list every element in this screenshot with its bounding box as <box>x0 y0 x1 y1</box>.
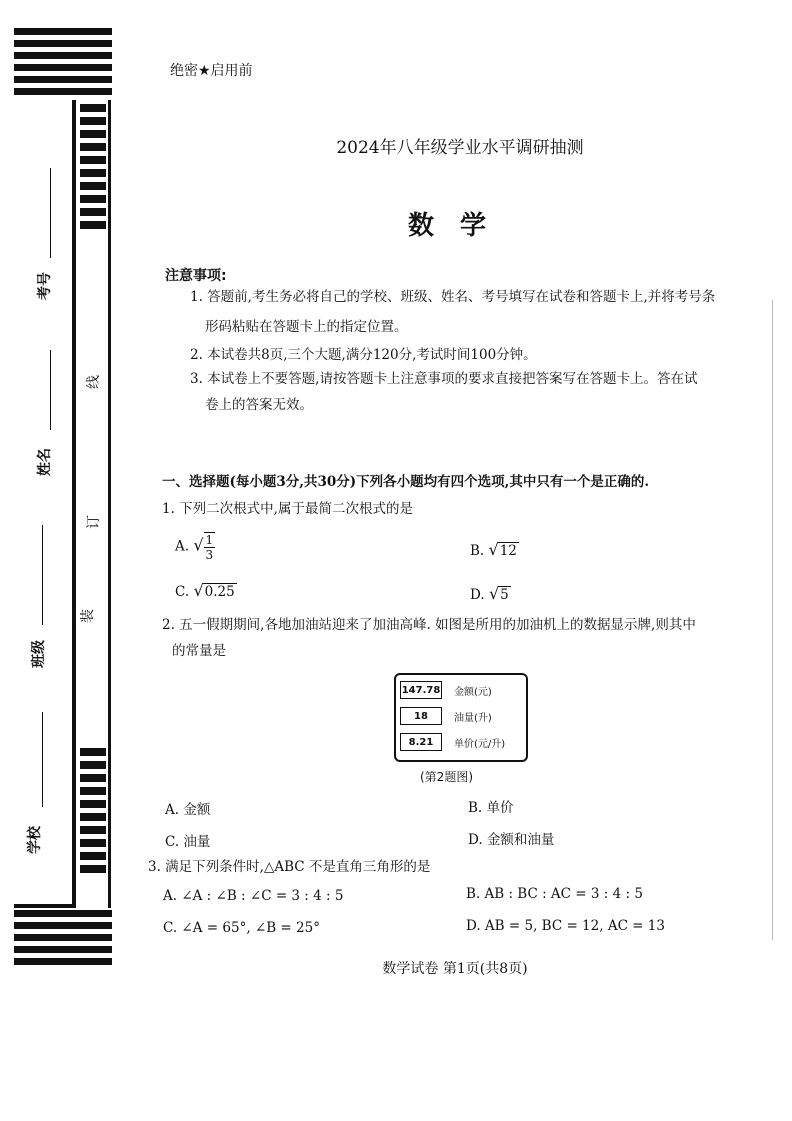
denominator: 3 <box>205 548 214 562</box>
display-label: 金额(元) <box>454 686 492 698</box>
q2-option-a: A. 金额 <box>165 802 211 818</box>
radicand: 12 <box>499 543 517 559</box>
mount-char: 装 <box>80 609 96 623</box>
radical-sign: √ <box>193 535 204 555</box>
exam-title: 2024年八年级学业水平调研抽测 <box>336 138 584 158</box>
binding-rail-inner <box>108 100 111 908</box>
q1-option-c <box>175 581 237 600</box>
question-3-stem: 3. 满足下列条件时,△ABC 不是直角三角形的是 <box>148 859 431 875</box>
name-line <box>50 350 51 430</box>
q1-option-d <box>470 584 511 603</box>
display-row-amount <box>400 681 492 699</box>
radicand: 5 <box>500 587 509 603</box>
notice-heading: 注意事项: <box>165 268 227 284</box>
label-exam-number: 考号 <box>37 272 53 300</box>
q2-option-b: B. 单价 <box>468 800 514 816</box>
display-row-volume <box>400 707 492 725</box>
q1-option-b <box>470 540 519 559</box>
page-edge <box>772 300 773 940</box>
option-label: B. <box>470 543 485 559</box>
binding-rail-stripes-bottom <box>80 748 106 878</box>
subject-title: 数学 <box>407 211 512 241</box>
option-label: D. <box>470 587 485 603</box>
option-label: C. <box>175 584 190 600</box>
secret-label: 绝密★启用前 <box>170 63 253 79</box>
display-row-price <box>400 733 505 751</box>
exam-number-line <box>50 168 51 258</box>
page-footer: 数学试卷 第1页(共8页) <box>382 961 528 977</box>
notice-item: 1. 答题前,考生务必将自己的学校、班级、姓名、考号填写在试卷和答题卡上,并将考号条 <box>190 289 716 305</box>
display-label: 单价(元/升) <box>454 738 506 750</box>
radical-sign: √ <box>488 584 500 603</box>
radicand: 0.25 <box>204 584 235 600</box>
class-line <box>42 525 43 625</box>
label-name: 姓名 <box>37 448 53 476</box>
notice-item: 卷上的答案无效。 <box>205 397 313 413</box>
q3-option-d: D. AB = 5, BC = 12, AC = 13 <box>466 918 665 934</box>
line-char: 线 <box>86 375 102 389</box>
notice-item: 形码粘贴在答题卡上的指定位置。 <box>205 319 408 335</box>
binding-rail-outer <box>72 100 76 908</box>
q2-option-c: C. 油量 <box>165 834 211 850</box>
school-line <box>42 712 43 807</box>
binding-rail-stripes-top <box>80 104 106 234</box>
display-value: 8.21 <box>400 733 442 751</box>
option-label: A. <box>175 538 190 555</box>
label-school: 学校 <box>27 826 43 854</box>
question-2-stem: 2. 五一假期期间,各地加油站迎来了加油高峰. 如图是所用的加油机上的数据显示牌,则其中 <box>162 617 696 633</box>
q3-option-a: A. ∠A : ∠B : ∠C = 3 : 4 : 5 <box>163 888 344 904</box>
question-2-stem-cont: 的常量是 <box>172 643 226 659</box>
binding-stripes-top <box>14 28 112 100</box>
q1-option-a <box>175 532 215 562</box>
display-value: 147.78 <box>400 681 442 699</box>
numerator: 1 <box>205 533 214 547</box>
binding-stripes-bottom <box>14 910 112 970</box>
question-1-stem: 1. 下列二次根式中,属于最简二次根式的是 <box>162 501 413 517</box>
display-label: 油量(升) <box>454 712 492 724</box>
bind-char: 订 <box>86 515 102 529</box>
display-value: 18 <box>400 707 442 725</box>
q3-option-b: B. AB : BC : AC = 3 : 4 : 5 <box>466 886 643 902</box>
section-heading: 一、选择题(每小题3分,共30分)下列各小题均有四个选项,其中只有一个是正确的. <box>162 474 650 490</box>
notice-item: 2. 本试卷共8页,三个大题,满分120分,考试时间100分钟。 <box>190 347 537 363</box>
label-class: 班级 <box>31 640 47 668</box>
q2-option-d: D. 金额和油量 <box>468 832 555 848</box>
binding-base-line <box>14 904 76 908</box>
fuel-display-panel <box>394 673 528 762</box>
radical-sign: √ <box>193 581 204 600</box>
radical-sign: √ <box>488 540 499 559</box>
fraction <box>204 532 216 562</box>
q3-option-c: C. ∠A = 65°, ∠B = 25° <box>163 920 320 936</box>
figure-caption: (第2题图) <box>420 770 473 784</box>
notice-item: 3. 本试卷上不要答题,请按答题卡上注意事项的要求直接把答案写在答题卡上。答在试 <box>190 371 698 387</box>
